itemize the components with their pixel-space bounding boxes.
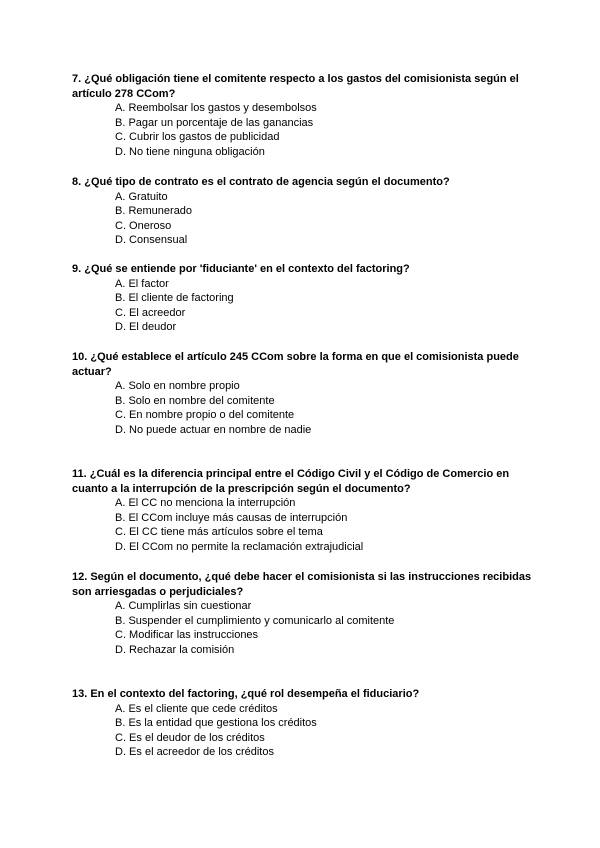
option-b: B. Remunerado bbox=[115, 205, 193, 218]
question-10 bbox=[72, 350, 542, 437]
option-b: B. Solo en nombre del comitente bbox=[115, 394, 275, 407]
question-text: 13. En el contexto del factoring, ¿qué rol desempeña el fiduciario? bbox=[72, 688, 420, 700]
option-b: B. El CCom incluye más causas de interrupción bbox=[115, 511, 348, 524]
option-a: A. Es el cliente que cede créditos bbox=[115, 702, 278, 715]
option-d: D. No tiene ninguna obligación bbox=[115, 145, 265, 158]
option-a: A. Gratuito bbox=[115, 190, 168, 203]
option-a: A. El CC no menciona la interrupción bbox=[115, 497, 296, 509]
question-text: 9. ¿Qué se entiende por 'fiduciante' en el contexto del factoring? bbox=[72, 263, 410, 275]
question-7 bbox=[72, 72, 542, 159]
options-list bbox=[72, 379, 542, 437]
question-text: 12. Según el documento, ¿qué debe hacer el comisionista si las instrucciones recibidas son arriesgadas o perjudiciales? bbox=[72, 571, 532, 598]
option-a: A. El factor bbox=[115, 277, 169, 290]
option-a: A. Reembolsar los gastos y desembolsos bbox=[115, 102, 317, 114]
question-text: 10. ¿Qué establece el artículo 245 CCom sobre la forma en que el comisionista puede actuar? bbox=[72, 351, 519, 378]
question-11 bbox=[72, 467, 542, 554]
options-list bbox=[72, 190, 542, 248]
option-a: A. Cumplirlas sin cuestionar bbox=[115, 600, 252, 612]
option-b: B. Es la entidad que gestiona los créditos bbox=[115, 717, 317, 730]
option-b: B. El cliente de factoring bbox=[115, 292, 234, 305]
question-8 bbox=[72, 175, 542, 248]
options-list bbox=[72, 101, 542, 159]
options-list bbox=[72, 277, 542, 335]
question-text: 7. ¿Qué obligación tiene el comitente respecto a los gastos del comisionista según el artículo 278 CCom? bbox=[72, 73, 519, 100]
question-13 bbox=[72, 687, 542, 760]
option-d: D. Rechazar la comisión bbox=[115, 643, 235, 656]
option-a: A. Solo en nombre propio bbox=[115, 380, 240, 392]
option-c: C. En nombre propio o del comitente bbox=[115, 409, 295, 422]
option-b: B. Pagar un porcentaje de las ganancias bbox=[115, 116, 314, 129]
option-c: C. Oneroso bbox=[115, 219, 172, 232]
option-c: C. Modificar las instrucciones bbox=[115, 629, 259, 642]
question-12 bbox=[72, 570, 542, 657]
options-list bbox=[72, 702, 542, 760]
question-text: 11. ¿Cuál es la diferencia principal entre el Código Civil y el Código de Comercio en cuanto a la interrupción de la prescripción según el documento? bbox=[72, 468, 510, 495]
option-d: D. El CCom no permite la reclamación extrajudicial bbox=[115, 540, 364, 553]
option-d: D. El deudor bbox=[115, 321, 177, 334]
question-9 bbox=[72, 262, 542, 335]
option-b: B. Suspender el cumplimiento y comunicarlo al comitente bbox=[115, 614, 395, 627]
options-list bbox=[72, 496, 542, 554]
options-list bbox=[72, 599, 542, 657]
option-d: D. Consensual bbox=[115, 234, 188, 247]
option-c: C. Es el deudor de los créditos bbox=[115, 731, 265, 744]
option-c: C. El CC tiene más artículos sobre el tema bbox=[115, 526, 323, 539]
option-d: D. No puede actuar en nombre de nadie bbox=[115, 423, 312, 436]
option-c: C. Cubrir los gastos de publicidad bbox=[115, 131, 280, 144]
option-c: C. El acreedor bbox=[115, 306, 186, 319]
question-text: 8. ¿Qué tipo de contrato es el contrato de agencia según el documento? bbox=[72, 176, 450, 188]
option-d: D. Es el acreedor de los créditos bbox=[115, 746, 274, 759]
